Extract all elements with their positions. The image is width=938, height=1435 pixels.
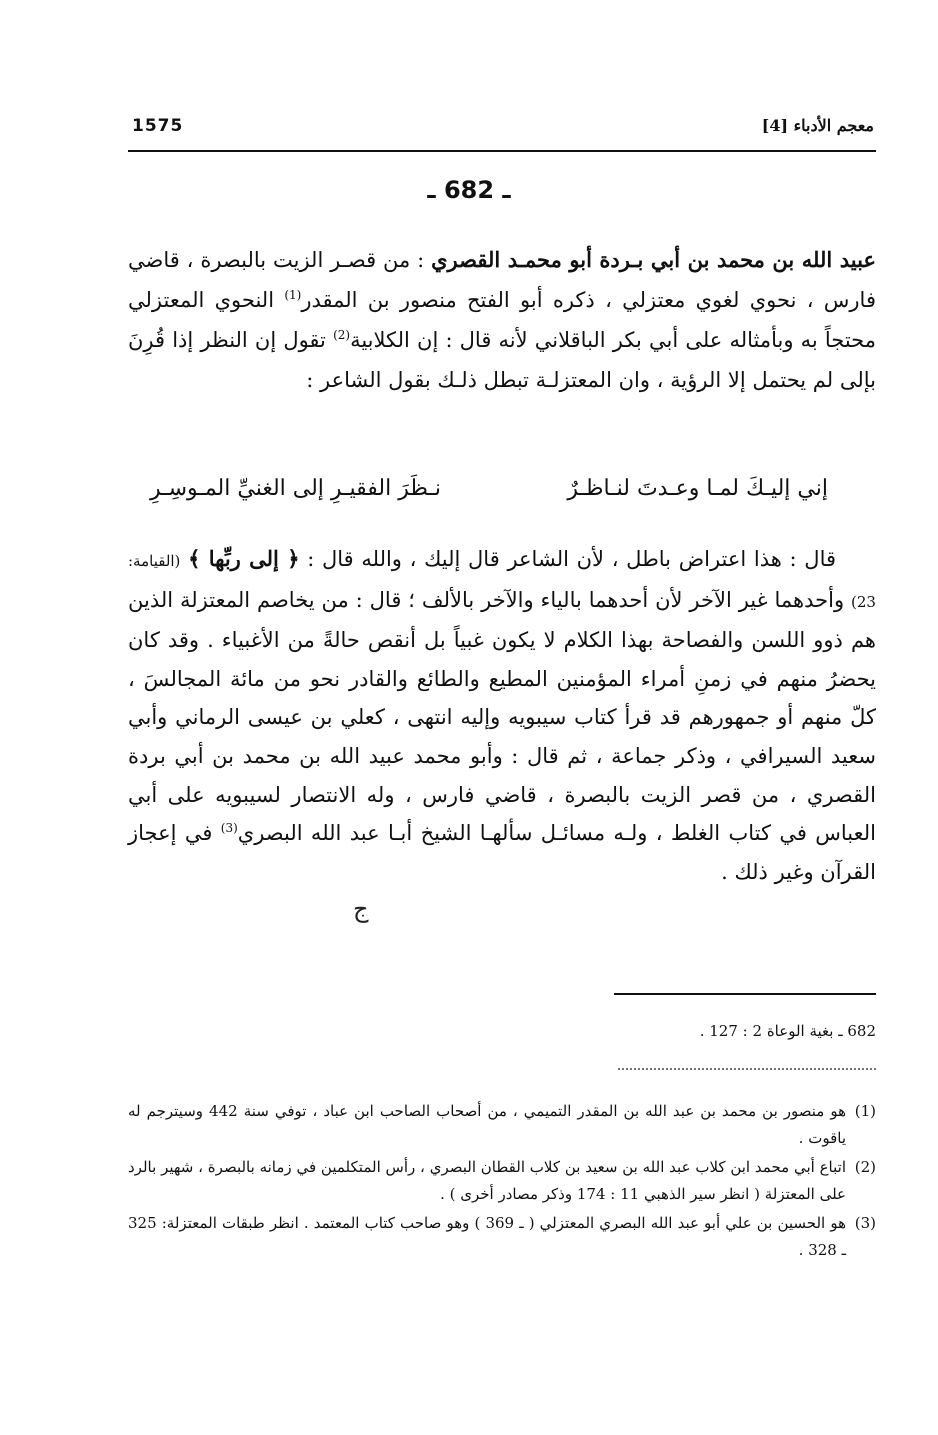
footnote-ref-3: (3) (220, 821, 238, 836)
dotted-separator (618, 1068, 876, 1070)
running-title: معجم الأدباء [4] (761, 116, 874, 135)
entry-name: عبيد الله بن محمد بن أبي بـردة أبو محمـد القصري (431, 247, 876, 272)
footnote-3 (128, 1210, 876, 1264)
intro-text-3: تقول إن النظر إذا قُرِنَ بإلى لم يحتمل إلا الرؤية ، وان المعتزلـة تبطل ذلـك بقول الشاعر : (128, 328, 876, 392)
quran-citation: (القيامة: 23) (128, 552, 876, 611)
intro-text: : من قصـر الزيت بالبصرة ، قاضي فارس ، نحوي لغوي معتزلي ، ذكره أبو الفتح منصور بن المقدر (128, 248, 876, 312)
main-paragraph (128, 540, 876, 891)
paragraph-part-1: قال : هذا اعتراض باطل ، لأن الشاعر قال إليك ، والله قال : (307, 547, 837, 571)
entry-number: ـ 682 ـ (427, 176, 511, 204)
paragraph-part-2: وأحدهما غير الآخر لأن أحدهما بالياء والآخر بالألف ؛ قال : من يخاصم المعتزلة الذين هم ذوو اللسن والفصاحة بهذا الكلام لا يكون غبياً بل أنقص حالةً من الأغبياء . وقد كان يحضرُ منهم في زمنِ أمراء المؤمنين المطيع والطائع والقادر نحو من مائة المجالسَ ، كلّ منهم أو جمهورهم قد قرأ كتاب سيبويه وإليه انتهى ، كعلي بن عيسى الرماني وأبي سعيد السيرافي ، وذكر جماعة ، ثم قال : وأبو محمد عبيد الله بن محمد بن أبي بردة القصري ، من قصر الزيت بالبصرة ، قاضي فارس ، وله الانتصار لسيبويه على أبي العباس في كتاب الغلط ، ولـه مسائـل سألهـا الشيخ أبـا عبد الله البصري (128, 587, 876, 846)
verse-second-hemistich: نـظَرَ الفقيـرِ إلى الغنيِّ المـوسِـرِ (150, 476, 441, 501)
footnote-text-1: هو منصور بن محمد بن عبد الله بن المقدر التميمي ، من أصحاب الصاحب ابن عباد ، توفي سنة 442 وسيترجم له ياقوت . (128, 1102, 847, 1147)
footnote-number-1: (1) (854, 1102, 876, 1120)
footnotes (128, 1098, 876, 1266)
intro-text-2: النحوي المعتزلي محتجاً به وبأمثاله على أبي بكر الباقلاني لأنه قال : إن الكلابية (128, 288, 876, 352)
footnote-number-3: (3) (854, 1214, 876, 1232)
footnote-ref-1: (1) (284, 288, 302, 302)
footnote-1 (128, 1098, 876, 1152)
footnote-2 (128, 1154, 876, 1208)
footnote-ref-2: (2) (333, 328, 351, 342)
entry-intro (128, 240, 876, 400)
quran-quote: ﴿ إلى ربِّها ﴾ (188, 546, 300, 571)
footnote-number-2: (2) (854, 1158, 876, 1176)
poetry-verse (150, 476, 828, 501)
intro-paragraph (128, 240, 876, 400)
verse-first-hemistich: إني إليـكَ لمـا وعـدتَ لنـاظـرٌ (567, 476, 828, 501)
paragraph-text (128, 540, 876, 891)
handwritten-mark: ج (353, 895, 369, 923)
footnote-text-2: اتباع أبي محمد ابن كلاب عبد الله بن سعيد بن كلاب القطان البصري ، رأس المتكلمين في زمانه بالبصرة ، شهير بالرد على المعتزلة ( انظر سير الذهبي 11 : 174 وذكر مصادر أخرى ) . (128, 1158, 846, 1203)
page-number: 1575 (132, 116, 184, 136)
page-header (128, 112, 876, 152)
source-note: 682 ـ بغية الوعاة 2 : 127 . (699, 1022, 876, 1040)
footnote-divider (614, 993, 876, 995)
paragraph-part-3: في إعجاز القرآن وغير ذلك . (128, 821, 876, 884)
footnote-text-3: هو الحسين بن علي أبو عبد الله البصري المعتزلي ( ـ 369 ) وهو صاحب كتاب المعتمد . انظر طبقات المعتزلة: 325 ـ 328 . (128, 1214, 846, 1259)
